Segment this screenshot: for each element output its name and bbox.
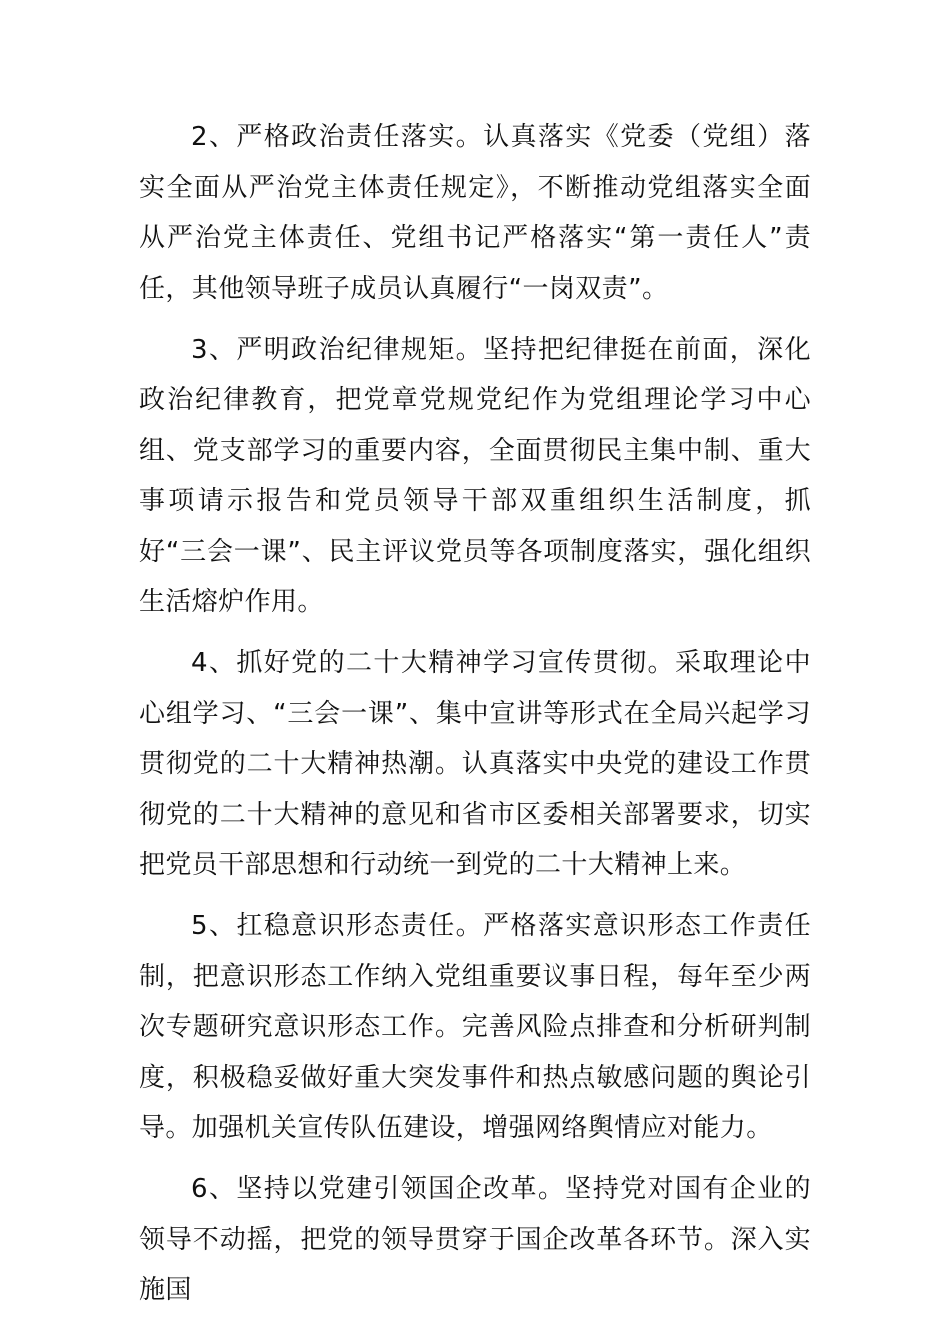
paragraph-item-2: 2、严格政治责任落实。认真落实《党委（党组）落实全面从严治党主体责任规定》，不断推动党组落实全面从严治党主体责任、党组书记严格落实“第一责任人”责任，其他领导班子成员认真履行“一岗双责”。 bbox=[139, 122, 811, 304]
paragraph-item-3: 3、严明政治纪律规矩。坚持把纪律挺在前面，深化政治纪律教育，把党章党规党纪作为党组理论学习中心组、党支部学习的重要内容，全面贯彻民主集中制、重大事项请示报告和党员领导干部双重组织生活制度，抓好“三会一课”、民主评议党员等各项制度落实，强化组织生活熔炉作用。 bbox=[139, 334, 811, 617]
paragraph-item-5: 5、扛稳意识形态责任。严格落实意识形态工作责任制，把意识形态工作纳入党组重要议事日程，每年至少两次专题研究意识形态工作。完善风险点排查和分析研判制度，积极稳妥做好重大突发事件和热点敏感问题的舆论引导。加强机关宣传队伍建设，增强网络舆情应对能力。 bbox=[139, 911, 811, 1143]
paragraph-item-6: 6、坚持以党建引领国企改革。坚持党对国有企业的领导不动摇，把党的领导贯穿于国企改革各环节。深入实施国 bbox=[139, 1174, 811, 1305]
document-body bbox=[139, 112, 811, 1326]
paragraph-item-4: 4、抓好党的二十大精神学习宣传贯彻。采取理论中心组学习、“三会一课”、集中宣讲等形式在全局兴起学习贯彻党的二十大精神热潮。认真落实中央党的建设工作贯彻党的二十大精神的意见和省市区委相关部署要求，切实把党员干部思想和行动统一到党的二十大精神上来。 bbox=[139, 648, 811, 880]
